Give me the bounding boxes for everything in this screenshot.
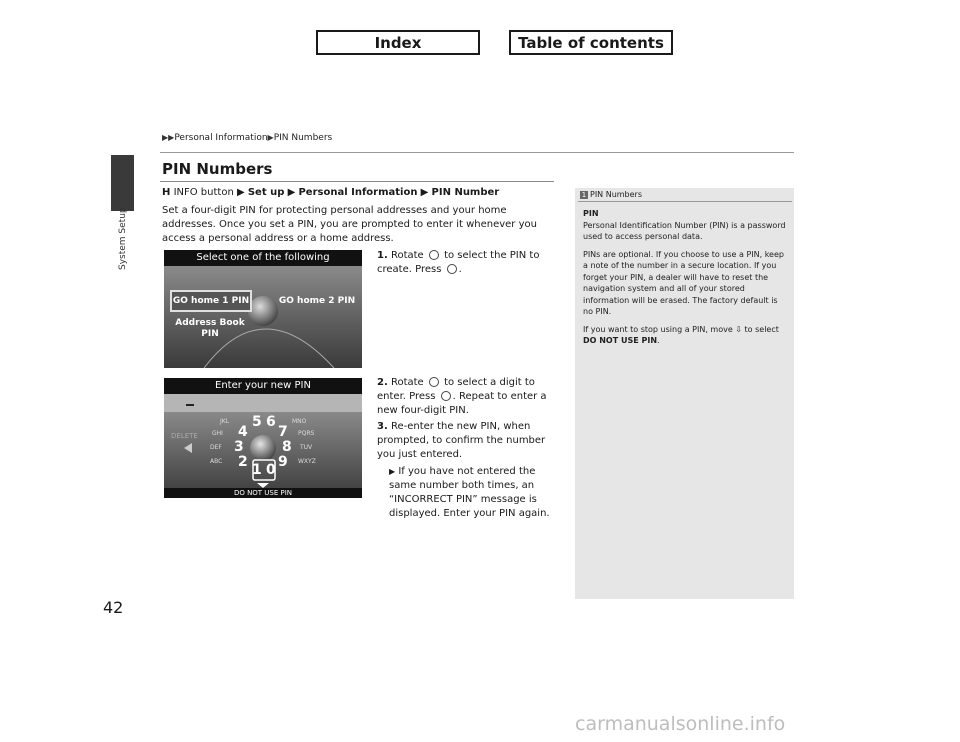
path-pin-number: PIN Number [431,187,500,198]
digit-6[interactable]: 6 [266,414,276,430]
letters-mno: MNO [292,418,307,425]
sidebar-heading-text: PIN Numbers [590,190,643,199]
letters-jkl: JKL [220,418,230,425]
header-divider [160,152,794,153]
screen2-heading: Enter your new PIN [164,378,362,394]
sidebar-definition: Personal Identification Number (PIN) is a password used to access personal data. [583,220,786,241]
section-side-label: System Setup [118,207,128,270]
delete-button[interactable]: DELETE [171,432,198,440]
step-2 [377,376,549,418]
press-enter-icon [447,264,457,274]
path-arrow-icon: ▶ [236,187,245,198]
sidebar-stop-text-b: to select [744,324,779,334]
watermark: carmanualsonline.info [575,713,786,735]
step-1: 1. Rotate to select the PIN to create. Press . [377,250,540,275]
sidebar-paragraph-optional: PINs are optional. If you choose to use a PIN, keep a note of the number in a secure location. If you forget your PIN, a dealer will have to reset the navigation system and all of your stored information will be erased. The factory default is no PIN. [583,249,784,316]
breadcrumb-personal-information[interactable]: Personal Information [174,133,268,143]
address-book-pin-line1: Address Book [175,318,245,328]
sidebar-paragraph-stop: If you want to stop using a PIN, move ⇩ to select DO NOT USE PIN. [583,324,779,345]
step-3-note-text: If you have not entered the same number both times, an “INCORRECT PIN” message is displayed. Enter your PIN again. [389,466,550,519]
step-3-number: 3. [377,421,388,432]
path-info-button: INFO button [173,187,234,198]
letters-def: DEF [210,444,222,451]
digit-4[interactable]: 4 [238,424,248,440]
step-1-text-b: to select the PIN to create. Press [377,250,540,275]
letters-tuv: TUV [300,444,313,451]
letters-pqrs: PQRS [298,430,315,437]
breadcrumb-pin-numbers: PIN Numbers [273,133,333,143]
step-2-text-a: Rotate [390,377,424,388]
digit-0[interactable]: 0 [266,462,276,478]
page-number: 42 [103,598,124,617]
do-not-use-pin-button[interactable]: DO NOT USE PIN [164,488,362,498]
sidebar-body [583,208,789,353]
sidebar-divider [578,201,792,202]
digit-8[interactable]: 8 [282,439,292,455]
index-button[interactable]: Index [316,30,480,55]
home-h-icon: H [162,187,171,198]
press-enter-icon [441,391,451,401]
step-2-text-c: . Repeat to enter a new four-digit PIN. [377,391,547,416]
table-of-contents-button[interactable]: Table of contents [509,30,673,55]
digit-3[interactable]: 3 [234,439,244,455]
digit-9[interactable]: 9 [278,454,288,470]
path-set-up: Set up [247,187,285,198]
digit-1[interactable]: 1 [252,462,262,478]
step-2-text-b: to select a digit to enter. Press [377,377,535,402]
screen1-heading: Select one of the following [164,250,362,266]
note-arrow-icon: ▶ [389,467,396,476]
sidebar-heading [580,190,642,199]
intro-paragraph: Set a four-digit PIN for protecting personal addresses and your home addresses. Once you set a PIN, you are prompted to enter it whenever you access a personal address or a home address. [162,205,537,244]
move-knob-down-icon: ⇩ [735,324,742,334]
breadcrumb [162,133,332,143]
screen-enter-pin [164,378,362,498]
address-book-pin-button[interactable] [168,318,252,340]
step-1-number: 1. [377,250,388,261]
breadcrumb-arrow-icon: ▶ [267,133,274,142]
note-1-icon: 1 [581,191,587,199]
letters-ghi: GHI [212,430,223,437]
digit-5[interactable]: 5 [252,414,262,430]
step-3-text: Re-enter the new PIN, when prompted, to confirm the number you just entered. [377,421,546,460]
path-personal-information: Personal Information [298,187,418,198]
sidebar-do-not-use-pin: DO NOT USE PIN [583,336,658,345]
letters-abc: ABC [210,458,223,465]
go-home-2-pin-button[interactable]: GO home 2 PIN [278,296,356,306]
title-divider [160,181,554,182]
sidebar-stop-text-a: If you want to stop using a PIN, move [583,324,733,334]
section-tab-marker [111,155,134,211]
rotate-knob-icon [429,377,439,387]
sidebar-term-pin: PIN [583,209,599,218]
menu-path [162,187,499,198]
breadcrumb-arrow-icon: ▶▶ [162,133,175,142]
go-home-1-pin-button[interactable]: GO home 1 PIN [170,290,252,312]
path-arrow-icon: ▶ [287,187,296,198]
step-1-text-a: Rotate [390,250,424,261]
digit-2[interactable]: 2 [238,454,248,470]
letters-wxyz: WXYZ [298,458,316,465]
page-title: PIN Numbers [162,160,273,178]
digit-7[interactable]: 7 [278,424,288,440]
screen-select-pin [164,250,362,368]
step-2-number: 2. [377,377,388,388]
address-book-pin-line2: PIN [201,329,219,339]
rotate-knob-icon [429,250,439,260]
step-3-note [389,465,551,521]
path-arrow-icon: ▶ [420,187,429,198]
step-3 [377,420,549,462]
